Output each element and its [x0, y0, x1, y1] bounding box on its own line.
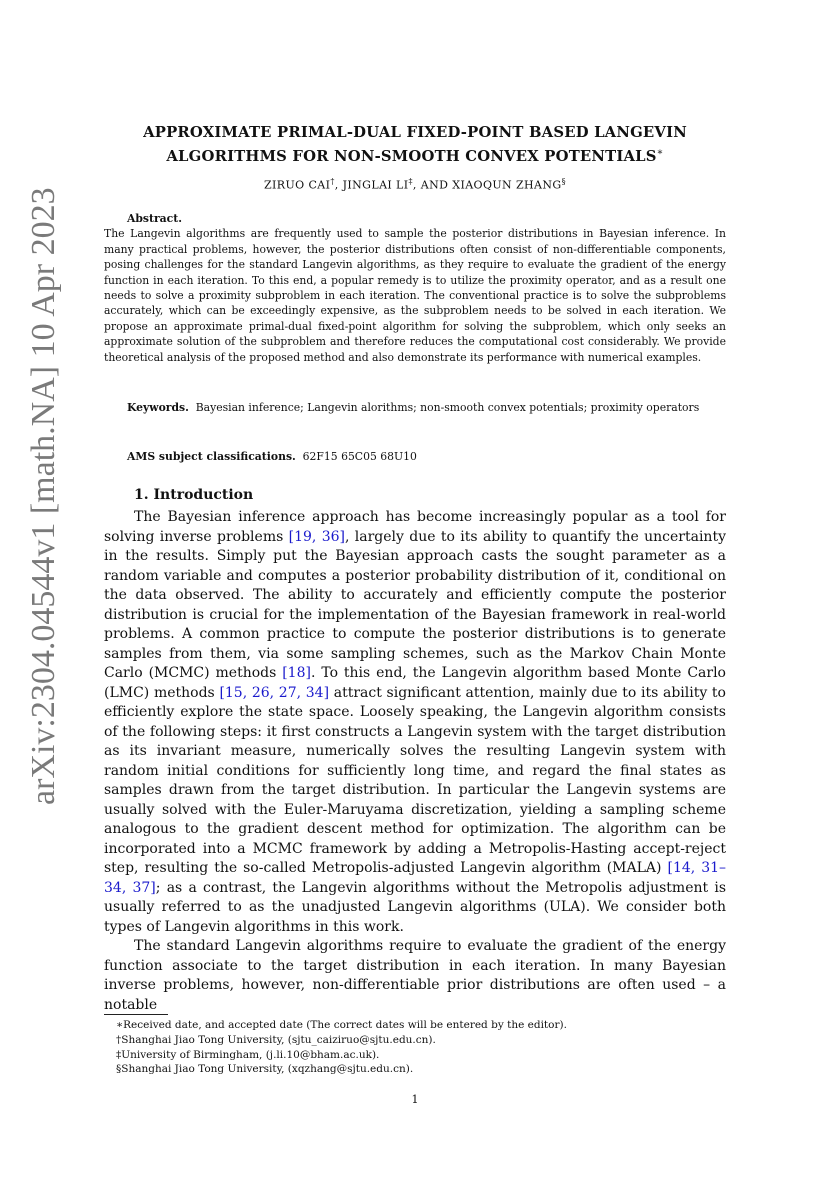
author-3: XIAOQUN ZHANG: [452, 178, 562, 192]
section-heading: [134, 487, 253, 503]
footnote-received: ∗Received date, and accepted date (The correct dates will be entered by the editor).: [116, 1019, 567, 1031]
footnote-author-2: ‡University of Birmingham, (j.li.10@bham.ac.uk).: [116, 1048, 380, 1061]
keywords: [104, 400, 726, 415]
citation-link[interactable]: [19, 36]: [288, 528, 345, 545]
p1-text-d: attract significant attention, mainly due to its ability to efficiently explore the state space. Loosely speaking, the Langevin algorithm consists of the following steps: it first constructs a Langevin system with the target distribution as its invariant measure, numerically solves the resulting Langevin system with random initial conditions for sufficiently long time, and regard the final states as samples drawn from the target distribution. In particular the Langevin systems are usually solved with the Euler-Maruyama discretization, yielding a sampling scheme analogous to the gradient descent method for optimization. The algorithm can be incorporated into a MCMC framework by adding a Metropolis-Hasting accept-reject step, resulting the so-called Metropolis-adjusted Langevin algorithm (MALA): [104, 684, 726, 876]
footnote-author-3: §Shanghai Jiao Tong University, (xqzhang@sjtu.edu.cn).: [116, 1063, 414, 1076]
p1-text-c: . To this end, the Langevin algorithm based Monte Carlo (LMC) methods: [104, 665, 726, 701]
title-footnote-mark: ∗: [656, 147, 664, 158]
abstract: [104, 211, 726, 365]
title-line-1: APPROXIMATE PRIMAL-DUAL FIXED-POINT BASED LANGEVIN: [143, 124, 687, 141]
author-list: ZIRUO CAI†, JINGLAI LI‡, AND XIAOQUN ZHANG§: [264, 177, 566, 192]
citation-link[interactable]: [18]: [282, 665, 311, 681]
title-line-2-text: ALGORITHMS FOR NON-SMOOTH CONVEX POTENTIALS: [166, 147, 657, 165]
author-3-mark: §: [561, 177, 566, 186]
section-title: Introduction: [153, 487, 254, 503]
p1-text-a: The Bayesian inference approach has become increasingly popular as a tool for solving inverse problems: [104, 509, 726, 545]
abstract-text: The Langevin algorithms are frequently used to sample the posterior distributions in Bayesian inference. In many practical problems, however, the posterior distributions often consist of non-differentiable components, posing challenges for the standard Langevin algorithms, as they require to evaluate the gradient of the energy function in each iteration. To this end, a popular remedy is to utilize the proximity operator, and as a result one needs to solve a proximity subproblem in each iteration. The conventional practice is to solve the subproblems accurately, which can be exceedingly expensive, as the subproblem needs to be solved in each iteration. We propose an approximate primal-dual fixed-point algorithm for solving the subproblem, which only seeks an approximate solution of the subproblem and therefore reduces the computational cost considerably. We provide theoretical analysis of the proposed method and also demonstrate its performance with numerical examples.: [104, 227, 726, 364]
title-line-2: [104, 143, 726, 167]
footnotes: [104, 1018, 726, 1077]
paragraph-1: [104, 508, 726, 937]
citation-link[interactable]: [14, 31–34, 37]: [104, 860, 727, 896]
p1-text-b: , largely due to its ability to quantify the uncertainty in the results. Simply put the Bayesian approach casts the sought parameter as a random variable and computes a posterior probability distribution of it, conditional on the data observed. The ability to accurately and efficiently compute the posterior distribution is crucial for the implementation of the Bayesian framework in real-world problems. A common practice to compute the posterior distributions is to generate samples from them, via some sampling schemes, such as the Markov Chain Monte Carlo (MCMC) methods: [104, 528, 726, 681]
p1-text-e: ; as a contrast, the Langevin algorithms without the Metropolis adjustment is usually referred to as the unadjusted Langevin algorithms (ULA). We consider both types of Langevin algorithms in this work.: [104, 879, 726, 935]
author-2-mark: ‡: [408, 177, 413, 186]
keywords-heading: Keywords.: [127, 401, 189, 414]
paragraph-2: The standard Langevin algorithms require to evaluate the gradient of the energy function associate to the target distribution in each iteration. In many Bayesian inverse problems, however, non-differentiable prior distributions are often used – a notable: [104, 938, 726, 1013]
paper-title: [104, 123, 726, 167]
arxiv-sidebar-stamp: [18, 187, 70, 805]
abstract-heading: Abstract.: [127, 212, 182, 225]
section-number: 1.: [134, 487, 149, 503]
page-number: 1: [411, 1093, 419, 1106]
ams-classifications: [127, 449, 727, 464]
footnote-divider: [104, 1014, 168, 1015]
footnote-author-1: †Shanghai Jiao Tong University, (sjtu_caiziruo@sjtu.edu.cn).: [116, 1033, 436, 1046]
ams-codes: 62F15 65C05 68U10: [302, 450, 417, 463]
author-1-mark: †: [330, 177, 335, 186]
keywords-text: Bayesian inference; Langevin alorithms; non-smooth convex potentials; proximity operators: [195, 401, 700, 414]
author-2: JINGLAI LI: [342, 178, 409, 192]
citation-link[interactable]: [15, 26, 27, 34]: [219, 684, 330, 701]
arxiv-identifier: arXiv:2304.04544v1 [math.NA] 10 Apr 2023: [25, 187, 62, 805]
body-text: [104, 508, 726, 1015]
author-and: AND: [420, 178, 449, 192]
ams-heading: AMS subject classifications.: [127, 450, 296, 463]
author-1: ZIRUO CAI: [264, 178, 331, 192]
